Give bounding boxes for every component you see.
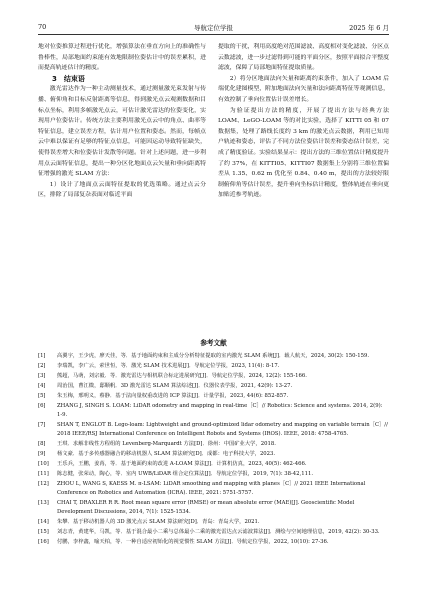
reference-item (38, 402, 389, 419)
references-title: 参考文献 (200, 339, 227, 347)
reference-item (38, 528, 389, 537)
reference-item (38, 421, 389, 438)
reference-text: 王乐兵，王鹏，姜苒，等．基于地面约束的改进 A-LOAM 算法[J]．计算机仿真，2023, 40(5): 462-466. (57, 461, 307, 468)
reference-item (38, 499, 389, 516)
reference-number: [12] (38, 481, 49, 488)
reference-text: 李瑞凯，李广云，索世恒，等．激光 SLAM 技术进展[J]．导航定位学报，2023, 11(4): 8-17. (57, 363, 280, 370)
references-list (38, 352, 389, 548)
reference-text: 王琪．求解非线性方程组的 Levenberg-Marquardt 方法[D]．徐州：中国矿业大学，2018. (57, 441, 276, 448)
reference-item (38, 372, 389, 381)
reference-text: 刘志青，黄建华，马凯，等．基于混合最小二乘与总体最小二乘的激光雷达点云滤波算法[J]．测绘与空间地理信息，2019, 42(2): 30-33. (57, 529, 380, 536)
reference-number: [7] (38, 422, 46, 429)
issue-date: 2025 年 6 月 (349, 24, 389, 32)
reference-item (38, 352, 389, 361)
reference-number: [16] (38, 539, 49, 546)
paragraph: 地对位姿推算过程进行优化，增强算法在垂直方向上的准确性与鲁棒性，局部地面约束能有效地限制位姿估计中的误差累积，进而提高轨迹估计的精度。 (38, 44, 206, 72)
right-column (218, 42, 389, 201)
reference-number: [3] (38, 373, 46, 380)
paragraph: 激光雷达作为一种主动测量技术，通过测量激光束发射与传播、俯仰角和目标反射距离等信息，得到激光点云观测数据和目标点坐标，利用多帧激光点云，可估计激光雷达的位姿变化，实现用户位姿估计。传统方法主要利用激光点云中的角点、曲率等特征信息，建立误差方程，估计用户位置和姿态。然而，每帧点云中难以保证有足够的特征点信息，可能因运动导致特征缺失，使得误差增大和位姿估计发散等问题。针对上述问题，进一步利用点云面特征信息，提出一种分区化地面点云矢量和垂向距离特征增强的激光 SLAM 方法： (38, 86, 206, 178)
reference-text: 熊超，马萌，刘宗毅．等．激光雷达与相机联合标定进展研究[J]．导航定位学报，2024, 12(2): 155-166. (57, 373, 307, 380)
reference-number: [5] (38, 393, 46, 400)
reference-text: 周治国，曹江微，邸顺帆．3D 激光雷达 SLAM 算法综述[J]．仪器仪表学报，2021, 42(9): 13-27. (57, 383, 293, 390)
page-number: 70 (38, 23, 47, 31)
reference-number: [9] (38, 451, 46, 458)
reference-item (38, 392, 389, 401)
reference-text: 陈志健，张荣动，陶心，等．室内 UWB/LiDAR 组合定位算法[J]．导航定位学报，2019, 7(1): 38-42,111. (57, 471, 314, 478)
reference-text: 高翼宇，王少虎，廖天佳，等．基于地面约束和主成分分析特征提取的室内激光 SLAM 系统[J]．载人航天，2024, 30(2): 150-159. (57, 353, 370, 359)
paragraph: 2）将分区地面法向矢量和距离约束条件，加入了 LOAM 后端优化建图模型，附加地面法向矢量和法向距离特征等观测信息，有效控制了垂向位置估计误差增长。 (218, 75, 389, 103)
reference-item (38, 450, 389, 459)
header-rule (38, 34, 389, 35)
reference-text: 杨文豪．基于多传感器融合的移动机器人 SLAM 算法研究[D]．成都：电子科技大学，2023. (57, 451, 276, 458)
paragraph: 提取的干扰，利用高度绝对范围滤波、高度相对变化滤波、分区点云数滤波，进一步过滤得到可能的平面分区，按照平面拟合平整度滤波，保障了局部地面特征提取质量。 (218, 44, 389, 72)
reference-number: [11] (38, 471, 49, 478)
reference-item (38, 460, 389, 469)
left-column (38, 42, 206, 201)
reference-number: [6] (38, 403, 46, 410)
reference-text: 朱攀．基于移动机器人的 3D 激光点云 SLAM 算法研究[D]．青岛：青岛大学，2021. (57, 519, 260, 526)
reference-number: [1] (38, 353, 46, 359)
reference-number: [14] (38, 519, 49, 526)
section-title: 3 结束语 (52, 74, 85, 83)
reference-item (38, 538, 389, 547)
reference-number: [2] (38, 363, 46, 370)
paragraph: 为验证提出方法的精度，开展了提出方法与经典方法 LOAM、LeGO-LOAM 等的对比实验，选择了 KITTI 05 和 07 数据集，处理了路线长度约 3 km 的激光点云数据，利用已知用户轨迹和姿态，评估了不同方法位姿估计误差和姿态估计误差，完成了精度验证。实验结果显示：提出方法的三维位置估计精度提升了约 37%，在 KITTI05、KITTI07 数据集上分别将三维位置偏差从 1.35、0.62 m 优化至 0.84、0.40 m，提出的方法较好限制俯仰角等估计误差，提升垂向坐标估计精度，整体轨迹在垂向更加贴近参考轨迹。 (218, 107, 389, 199)
reference-number: [8] (38, 441, 46, 448)
reference-text: 朱玉梅，邢明义，蔡静．基于法向量权重改进的 ICP 算法[J]．计量学报，2023, 44(6): 852-857. (57, 393, 289, 400)
reference-text: CHAI T, DRAXLER R R. Root mean square error (RMSE) or mean absolute error (MAE)[J]. Geoscientific Model Development Discussions, 2014, 7(1): 1525-1534. (57, 500, 355, 515)
reference-number: [15] (38, 529, 49, 536)
reference-text: 付鹏，李梓鑫，喻天柏，等．一种自适应初始化的视觉惯性 SLAM 方法[J]．导航定位学报，2022, 10(10): 27-36. (57, 539, 329, 546)
reference-number: [13] (38, 500, 49, 507)
reference-item (38, 362, 389, 371)
reference-item (38, 470, 389, 479)
reference-text: ZHANG J, SINGH S. LOAM: LiDAR odometry and mapping in real-time［C］// Robotics: Science and systems. 2014, 2(9): 1-9. (57, 403, 383, 419)
reference-number: [4] (38, 383, 46, 390)
journal-title: 导航定位学报 (194, 24, 233, 32)
reference-number: [10] (38, 461, 49, 468)
reference-item (38, 480, 389, 497)
paragraph: 1）设计了地面点云面特征提取的优选策略。通过点云分区，排除了局部复杂表面对临近平面 (38, 181, 206, 199)
reference-item (38, 440, 389, 449)
reference-item (38, 382, 389, 391)
reference-text: ZHOU L, WANG S, KAESS M. π-LSAM: LiDAR smoothing and mapping with planes［C］// 2021 IEEE International Conference on Robotics and Automation (ICRA). IEEE, 2021: 5751-5757. (57, 481, 366, 497)
reference-item (38, 518, 389, 527)
reference-text: SHAN T, ENGLOT B. Lego-loam: Lightweight and ground-optimized lidar odometry and mapping on variable terrain［C］// 2018 IEEE/RSJ International Conference on Intelligent Robots and Systems (IROS). IEEE, 2018: 4758-4765. (57, 422, 388, 437)
